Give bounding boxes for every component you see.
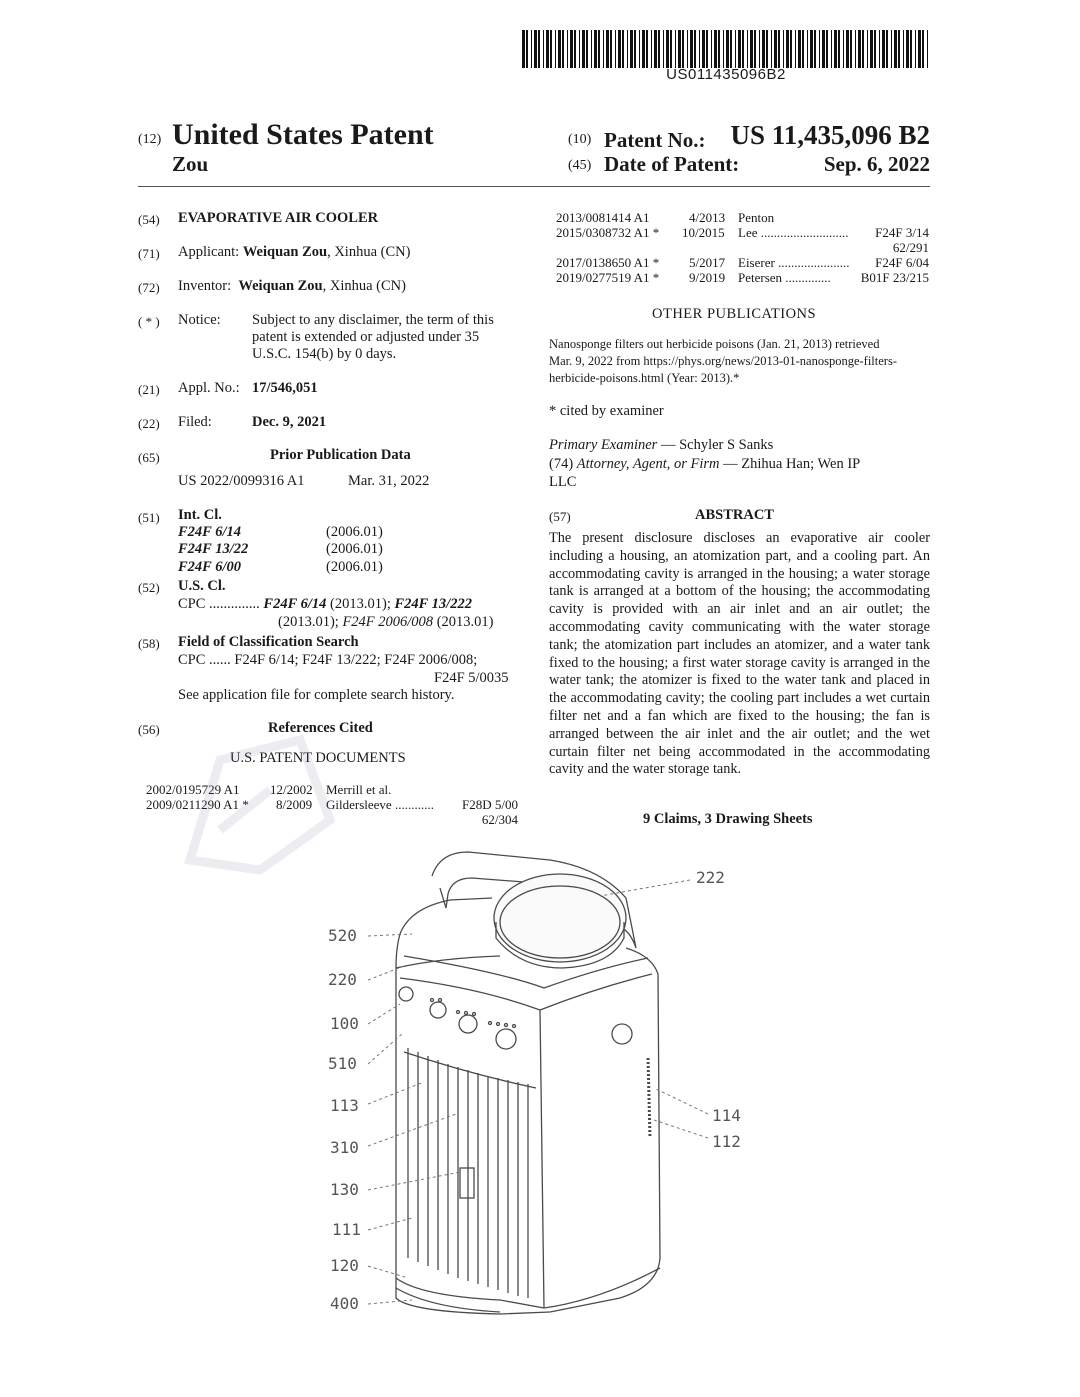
barcode-bar: [558, 30, 561, 68]
ref-date: 12/2002: [270, 782, 313, 797]
barcode-bar: [682, 30, 684, 68]
barcode-bar: [714, 30, 717, 68]
figure-label: 310: [330, 1138, 359, 1157]
barcode-bar: [690, 30, 693, 68]
date-label: Date of Patent:: [604, 152, 740, 176]
barcode-bar: [774, 30, 777, 68]
ref-name: Penton: [738, 210, 775, 225]
notice-label: Notice:: [178, 312, 221, 328]
barcode-bar: [634, 30, 636, 68]
document-title: United States Patent: [172, 118, 434, 151]
ref-class: F24F 6/04: [875, 255, 929, 270]
barcode-bar: [915, 30, 916, 68]
barcode-bar: [778, 30, 780, 68]
ref-class-cont: 62/304: [481, 812, 518, 827]
barcode-bar: [675, 30, 676, 68]
notice-line: patent is extended or adjusted under 35: [252, 329, 480, 345]
other-pubs-heading: OTHER PUBLICATIONS: [652, 306, 817, 322]
barcode-bar: [927, 30, 928, 68]
barcode-bar: [591, 30, 592, 68]
barcode-bar: [738, 30, 741, 68]
patent-date: Sep. 6, 2022: [823, 152, 930, 176]
other-pub-line: Nanosponge filters out herbicide poisons (Jan. 21, 2013) retrieved: [549, 337, 880, 351]
ref-class: F24F 3/14: [875, 225, 929, 240]
examiner-label: Primary Examiner: [549, 437, 658, 453]
barcode-bar: [586, 30, 588, 68]
inventor-place: , Xinhua (CN): [322, 278, 406, 294]
barcode-bar: [627, 30, 628, 68]
barcode-bar: [550, 30, 552, 68]
barcode-number: US011435096B2: [666, 66, 786, 83]
barcode-bar: [886, 30, 888, 68]
code-22: (22): [138, 416, 160, 431]
figure-label: 220: [328, 970, 357, 989]
barcode-bar: [894, 30, 897, 68]
cpc-code: F24F 2006/008: [342, 614, 434, 630]
figure-label: 222: [696, 868, 725, 887]
barcode-bar: [814, 30, 816, 68]
barcode-bar: [882, 30, 885, 68]
barcode-bar: [654, 30, 657, 68]
code-57: (57): [549, 509, 571, 524]
notice-line: U.S.C. 154(b) by 0 days.: [252, 346, 397, 362]
ref-date: 5/2017: [689, 255, 726, 270]
prior-pub-date: Mar. 31, 2022: [348, 473, 430, 489]
barcode-bar: [726, 30, 729, 68]
barcode-bar: [795, 30, 796, 68]
barcode-bar: [735, 30, 736, 68]
refs-heading: References Cited: [268, 720, 373, 736]
patent-no-label: Patent No.:: [604, 128, 706, 152]
search-history-note: See application file for complete search history.: [178, 687, 455, 703]
ref-class: F28D 5/00: [462, 797, 518, 812]
figure-label: 130: [330, 1180, 359, 1199]
barcode-bar: [723, 30, 724, 68]
int-cl-year: (2006.01): [326, 559, 383, 575]
barcode-bar: [706, 30, 708, 68]
attorney-name: — Zhihua Han; Wen IP: [719, 456, 861, 472]
ref-name: Merrill et al.: [326, 782, 392, 797]
ref-date: 4/2013: [689, 210, 726, 225]
attorney-cont: LLC: [549, 474, 577, 490]
barcode-bar: [570, 30, 573, 68]
notice-line: Subject to any disclaimer, the term of this: [252, 312, 494, 328]
search-cpc-line: CPC ...... F24F 6/14; F24F 13/222; F24F 2006/008;: [178, 652, 478, 668]
claims-summary: 9 Claims, 3 Drawing Sheets: [643, 811, 813, 827]
barcode-bar: [603, 30, 604, 68]
abstract-text: The present disclosure discloses an evaporative air cooler including a housing, an atomization part, and a cooling part. An accommodating cavity is arranged in the housing; a water storage tank is arranged at a bottom of the housing; the accommodating cavity is provided with an air inlet and an air outlet; the accommodating cavity communicating with the water storage tank; the atomization part includes an atomizer, and a water tank fixed to the housing; a first water storage cavity is arranged in the water tank; the atomizer is fixed to the water tank and placed in the accommodating cavity; the cooling part includes a wet curtain filter net and a fan which are fixed to the housing; the fan is arranged between the air inlet and the air outlet; and the wet curtain filter net being accommodated in the accommodating cavity and the water storage tank.: [549, 530, 930, 778]
barcode-bar: [718, 30, 720, 68]
ref-date: 10/2015: [682, 225, 725, 240]
barcode-bar: [699, 30, 700, 68]
prior-pub-number: US 2022/0099316 A1: [178, 473, 305, 489]
search-cpc-line2: F24F 5/0035: [434, 670, 509, 686]
code-45: (45): [568, 158, 592, 173]
barcode-bar: [687, 30, 688, 68]
ref-number: 2013/0081414 A1: [556, 210, 650, 225]
applicant-label: Applicant:: [178, 244, 240, 260]
header-rule: [138, 186, 930, 187]
figure-label: 114: [712, 1106, 741, 1125]
code-65: (65): [138, 450, 160, 465]
barcode-bar: [538, 30, 540, 68]
patent-figure: [300, 838, 770, 1328]
barcode-bar: [742, 30, 744, 68]
cited-by-examiner: * cited by examiner: [549, 403, 664, 419]
ref-name: Gildersleeve ............: [326, 797, 434, 812]
air-cooler-drawing: [396, 852, 660, 1314]
code-71: (71): [138, 246, 160, 261]
ref-name: Petersen ..............: [738, 270, 831, 285]
ref-number: 2009/0211290 A1 *: [146, 797, 249, 812]
barcode-bar: [522, 30, 525, 68]
inventor-label: Inventor:: [178, 278, 232, 294]
barcode-bar: [922, 30, 924, 68]
barcode-bar: [711, 30, 712, 68]
barcode-bar: [630, 30, 633, 68]
barcode-bar: [666, 30, 669, 68]
barcode-bar: [622, 30, 624, 68]
barcode-bar: [862, 30, 864, 68]
barcode-bar: [670, 30, 672, 68]
barcode-bar: [838, 30, 840, 68]
figure-label: 120: [330, 1256, 359, 1275]
examiner-name: — Schyler S Sanks: [657, 437, 774, 453]
code-51: (51): [138, 510, 160, 525]
search-field-label: Field of Classification Search: [178, 634, 359, 650]
other-pub-line: Mar. 9, 2022 from https://phys.org/news/2013-01-nanosponge-filters-: [549, 354, 897, 368]
code-notice: ( * ): [138, 314, 160, 329]
figure-label: 100: [330, 1014, 359, 1033]
barcode-bar: [594, 30, 597, 68]
cpc-year: (2013.01);: [278, 614, 343, 630]
int-cl-year: (2006.01): [326, 524, 383, 540]
barcode-bar: [562, 30, 564, 68]
code-10: (10): [568, 132, 592, 147]
inventor-name: Weiquan Zou: [238, 278, 323, 294]
cpc-year: (2013.01);: [326, 596, 395, 612]
ref-name: Lee ...........................: [738, 225, 849, 240]
barcode-bar: [834, 30, 837, 68]
barcode-bar: [663, 30, 664, 68]
barcode-bar: [906, 30, 909, 68]
code-56: (56): [138, 722, 160, 737]
barcode-bar: [810, 30, 813, 68]
code-58: (58): [138, 636, 160, 651]
applicant-field: [178, 244, 410, 261]
refs-subheading: U.S. PATENT DOCUMENTS: [230, 750, 406, 766]
barcode-bar: [798, 30, 801, 68]
barcode-bar: [759, 30, 760, 68]
code-54: (54): [138, 212, 160, 227]
us-cl-line2: [278, 614, 493, 631]
barcode-bar: [850, 30, 852, 68]
barcode-bar: [658, 30, 660, 68]
barcode-bar: [918, 30, 921, 68]
attorney: [549, 456, 860, 473]
filed-value: Dec. 9, 2021: [252, 414, 327, 430]
inventor-field: [178, 278, 406, 295]
barcode-bar: [618, 30, 621, 68]
barcode-bar: [870, 30, 873, 68]
ref-number: 2002/0195729 A1: [146, 782, 240, 797]
barcode-bar: [766, 30, 768, 68]
attorney-label: Attorney, Agent, or Firm: [576, 456, 720, 472]
int-cl-code: F24F 6/14: [178, 524, 241, 540]
applicant-name: Weiquan Zou: [242, 244, 328, 260]
int-cl-label: Int. Cl.: [178, 507, 222, 523]
appl-no-value: 17/546,051: [252, 380, 318, 396]
inventor-surname: Zou: [172, 152, 209, 176]
barcode-bar: [642, 30, 645, 68]
ref-class-cont: 62/291: [892, 240, 929, 255]
barcode-bar: [615, 30, 616, 68]
barcode-bar: [819, 30, 820, 68]
barcode-bar: [903, 30, 904, 68]
barcode: [522, 30, 930, 68]
barcode-bar: [910, 30, 912, 68]
abstract-heading: ABSTRACT: [695, 507, 774, 523]
figure-label: 510: [328, 1054, 357, 1073]
notice-text: [252, 312, 518, 363]
figure-label: 111: [332, 1220, 361, 1239]
barcode-bar: [858, 30, 861, 68]
barcode-bar: [567, 30, 568, 68]
cpc-year: (2013.01): [433, 614, 494, 630]
code-21: (21): [138, 382, 160, 397]
barcode-bar: [771, 30, 772, 68]
figure-label: 113: [330, 1096, 359, 1115]
barcode-bar: [678, 30, 681, 68]
barcode-bar: [831, 30, 832, 68]
figure-label: 520: [328, 926, 357, 945]
barcode-bar: [610, 30, 612, 68]
barcode-bar: [762, 30, 765, 68]
barcode-bar: [867, 30, 868, 68]
code-12: (12): [138, 132, 162, 147]
appl-no-label: Appl. No.:: [178, 380, 240, 396]
cpc-code: F24F 13/222: [394, 596, 472, 612]
barcode-bar: [750, 30, 753, 68]
cpc-prefix: CPC ..............: [178, 596, 260, 612]
int-cl-code: F24F 6/00: [178, 559, 241, 575]
barcode-bar: [730, 30, 732, 68]
patent-number: US 11,435,096 B2: [730, 120, 930, 150]
barcode-bar: [555, 30, 556, 68]
barcode-bar: [546, 30, 549, 68]
barcode-bar: [526, 30, 528, 68]
us-cl-line1: [178, 596, 472, 613]
barcode-bar: [786, 30, 789, 68]
ref-number: 2015/0308732 A1 *: [556, 225, 660, 240]
barcode-bar: [790, 30, 792, 68]
barcode-bar: [747, 30, 748, 68]
ref-number: 2017/0138650 A1 *: [556, 255, 660, 270]
cpc-code: F24F 6/14: [263, 596, 327, 612]
barcode-bar: [639, 30, 640, 68]
barcode-bar: [694, 30, 696, 68]
barcode-bar: [543, 30, 544, 68]
barcode-bar: [898, 30, 900, 68]
barcode-bar: [879, 30, 880, 68]
barcode-bar: [754, 30, 756, 68]
int-cl-year: (2006.01): [326, 541, 383, 557]
barcode-bar: [531, 30, 532, 68]
barcode-bar: [582, 30, 585, 68]
ref-name: Eiserer ......................: [738, 255, 850, 270]
code-52: (52): [138, 580, 160, 595]
barcode-bar: [802, 30, 804, 68]
ref-date: 8/2009: [276, 797, 313, 812]
filed-label: Filed:: [178, 414, 212, 430]
barcode-bar: [822, 30, 825, 68]
barcode-bar: [891, 30, 892, 68]
barcode-bar: [702, 30, 705, 68]
figure-label: 112: [712, 1132, 741, 1151]
other-pub-line: herbicide-poisons.html (Year: 2013).*: [549, 371, 740, 385]
barcode-bar: [579, 30, 580, 68]
barcode-bar: [574, 30, 576, 68]
attorney-code: (74): [549, 456, 577, 472]
barcode-bar: [783, 30, 784, 68]
ref-number: 2019/0277519 A1 *: [556, 270, 660, 285]
barcode-bar: [807, 30, 808, 68]
code-72: (72): [138, 280, 160, 295]
barcode-bar: [651, 30, 652, 68]
barcode-bar: [534, 30, 537, 68]
int-cl-code: F24F 13/22: [178, 541, 249, 557]
invention-title: EVAPORATIVE AIR COOLER: [178, 210, 379, 226]
us-cl-label: U.S. Cl.: [178, 578, 226, 594]
barcode-bar: [606, 30, 609, 68]
ref-class: B01F 23/215: [860, 270, 929, 285]
barcode-bar: [598, 30, 600, 68]
prior-pub-heading: Prior Publication Data: [270, 447, 411, 463]
barcode-bar: [646, 30, 648, 68]
primary-examiner: [549, 437, 773, 454]
figure-label: 400: [330, 1294, 359, 1313]
applicant-place: , Xinhua (CN): [327, 244, 411, 260]
barcode-bar: [846, 30, 849, 68]
barcode-bar: [843, 30, 844, 68]
ref-date: 9/2019: [689, 270, 726, 285]
barcode-bar: [826, 30, 828, 68]
barcode-bar: [855, 30, 856, 68]
barcode-bar: [874, 30, 876, 68]
